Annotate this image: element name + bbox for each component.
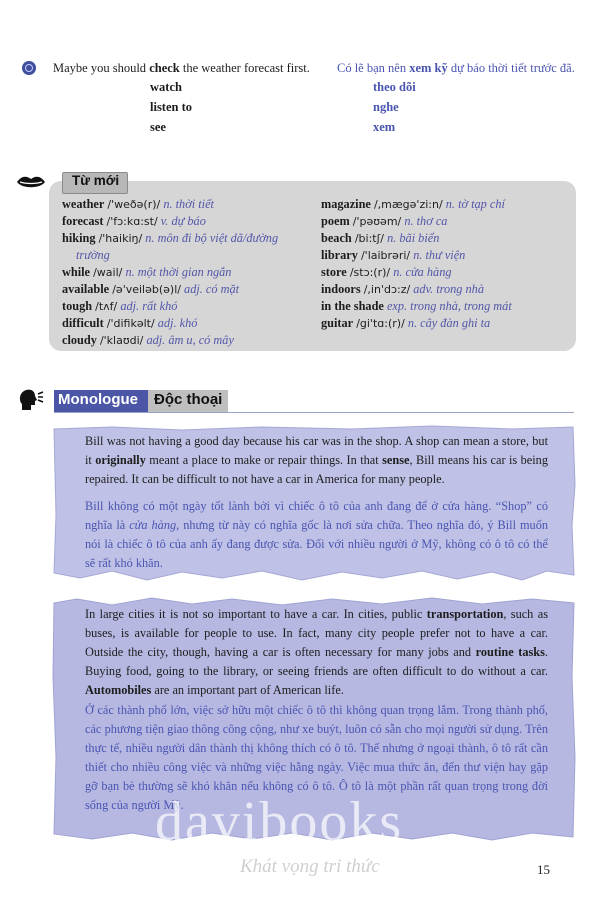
vocab-part-of-speech: adj. bbox=[184, 282, 203, 296]
vocab-part-of-speech: n. bbox=[404, 214, 414, 228]
vocab-meaning: cây đàn ghi ta bbox=[420, 316, 491, 330]
vocab-meaning: môn đi bộ việt dã/đường bbox=[157, 231, 279, 245]
monologue-title-vietnamese: Độc thoại bbox=[154, 391, 223, 408]
lips-icon bbox=[16, 174, 46, 190]
bullet-icon bbox=[22, 61, 36, 75]
english-substitute: watch bbox=[150, 80, 182, 94]
vocab-pronunciation: /ə'veiləb(ə)l/ bbox=[112, 283, 181, 296]
vocab-entry bbox=[62, 299, 177, 314]
vocab-pronunciation: /stɔ:(r)/ bbox=[349, 266, 391, 279]
key-term: transportation bbox=[426, 607, 504, 621]
vocab-entry bbox=[62, 214, 206, 229]
vocab-word: difficult bbox=[62, 316, 104, 330]
vocab-word: magazine bbox=[321, 197, 371, 211]
vocab-pronunciation: /'klaʊdi/ bbox=[99, 334, 144, 347]
vocab-word: forecast bbox=[62, 214, 104, 228]
vocab-entry bbox=[62, 282, 239, 297]
vocab-part-of-speech: v. bbox=[160, 214, 169, 228]
dialogue-english: Maybe you should check the weather forecast first. bbox=[53, 61, 310, 75]
vocab-entry bbox=[62, 316, 197, 331]
vocab-entry bbox=[321, 316, 490, 331]
vocab-meaning: thư viện bbox=[425, 248, 466, 262]
vocab-meaning: bãi biển bbox=[399, 231, 440, 245]
monologue-panel-1 bbox=[52, 425, 576, 583]
key-term: routine tasks bbox=[475, 645, 545, 659]
vocab-part-of-speech: n. bbox=[163, 197, 173, 211]
vocab-entry bbox=[62, 265, 231, 280]
vietnamese-substitute: nghe bbox=[373, 100, 399, 114]
vocab-meaning: thời tiết bbox=[175, 197, 214, 211]
vocab-meaning: trường bbox=[76, 248, 110, 262]
vocab-pronunciation: /'fɔ:kɑ:st/ bbox=[106, 215, 158, 228]
vocab-entry bbox=[62, 197, 214, 212]
monologue-title-english: Monologue bbox=[58, 391, 138, 408]
monologue-paragraph-2-vietnamese: Ở các thành phố lớn, việc sở hữu một chiếc ô tô thì không quan trọng lắm. Trong thành phố, các phương tiện giao thông công cộng, như xe buýt, luôn có sẵn cho mọi người sử dụng. Trên thực tế, nhiều người dân thành thị không thích có ô tô. Thế nhưng ở ngoại thành, ô tô rất cần thiết cho nhiều công việc và những việc hằng ngày. Việc mua thức ăn, đến thư viện hay gặp gỡ bạn bè thường sẽ khó khăn nếu không có ô tô. Ô tô là một phần rất quan trọng trong đời sống của người Mỹ. bbox=[85, 703, 548, 812]
vocab-word: while bbox=[62, 265, 91, 279]
vocab-pronunciation: /'pəʊəm/ bbox=[352, 215, 402, 228]
vocab-word: available bbox=[62, 282, 110, 296]
key-term: sense bbox=[382, 453, 410, 467]
vocab-word: in the shade bbox=[321, 299, 384, 313]
vocab-meaning: tờ tạp chí bbox=[458, 197, 505, 211]
english-substitute: listen to bbox=[150, 100, 193, 114]
emphasized-term: cửa hàng bbox=[129, 518, 177, 532]
vocab-meaning: khó bbox=[179, 316, 198, 330]
vocab-word: tough bbox=[62, 299, 93, 313]
monologue-paragraph-1-english: Bill was not having a good day because his car was in the shop. A shop can mean a store, but it originally meant a place to make or repair things. In that sense, Bill means his car is being repaired. It can be difficult to not have a car in America for many people. bbox=[85, 434, 548, 486]
vocab-part-of-speech: n. bbox=[413, 248, 423, 262]
vocab-part-of-speech: n. bbox=[445, 197, 455, 211]
vocab-entry bbox=[321, 265, 452, 280]
vocab-word: indoors bbox=[321, 282, 361, 296]
vocab-part-of-speech: adj. bbox=[120, 299, 140, 313]
monologue-paragraph-2-english: In large cities it is not so important to have a car. In cities, public transportation, such as buses, is available for people to use. In fact, many city people prefer not to have a car. Outside the city, though, having a car is often necessary for many jobs and routine tasks. Buying food, going to the library, or seeing friends are often difficult to do without a car. Automobiles are an important part of American life. bbox=[85, 607, 548, 697]
vocab-part-of-speech: n. bbox=[145, 231, 155, 245]
vocab-pronunciation: /'difikəlt/ bbox=[106, 317, 155, 330]
vocab-entry bbox=[62, 231, 278, 246]
page-number: 15 bbox=[537, 862, 550, 877]
vocab-pronunciation: /'weðə(r)/ bbox=[107, 198, 161, 211]
vocab-part-of-speech: exp. bbox=[386, 299, 408, 313]
vocab-meaning: một thời gian ngắn bbox=[137, 265, 232, 279]
vocab-pronunciation: /gi'tɑ:(r)/ bbox=[356, 317, 405, 330]
vocab-entry bbox=[321, 197, 505, 212]
vocab-entry bbox=[321, 214, 447, 229]
vocab-pronunciation: /tʌf/ bbox=[95, 300, 118, 313]
monologue-divider bbox=[54, 412, 574, 413]
vocab-pronunciation: /wail/ bbox=[93, 266, 123, 279]
vocab-pronunciation: /,mægə'zi:n/ bbox=[373, 198, 443, 211]
vocab-word: beach bbox=[321, 231, 352, 245]
vocab-meaning: trong nhà bbox=[436, 282, 484, 296]
vocab-entry bbox=[321, 282, 484, 297]
vocab-word: hiking bbox=[62, 231, 96, 245]
english-substitute: see bbox=[150, 120, 166, 134]
vocab-word: guitar bbox=[321, 316, 354, 330]
key-term: originally bbox=[95, 453, 146, 467]
dialogue-vietnamese: Có lẽ bạn nên xem kỹ dự báo thời tiết trước đã. bbox=[337, 61, 575, 75]
vocab-word: weather bbox=[62, 197, 105, 211]
vocab-meaning: trong nhà, trong mát bbox=[410, 299, 512, 313]
key-term: Automobiles bbox=[85, 683, 152, 697]
vocab-pronunciation: /,in'dɔ:z/ bbox=[363, 283, 411, 296]
vocab-part-of-speech: n. bbox=[393, 265, 403, 279]
vocab-word: store bbox=[321, 265, 347, 279]
vocab-meaning: rất khó bbox=[142, 299, 178, 313]
vocab-part-of-speech: adj. bbox=[146, 333, 166, 347]
vocab-word: cloudy bbox=[62, 333, 97, 347]
vocab-pronunciation: /'haikiŋ/ bbox=[98, 232, 143, 245]
vocab-meaning: âm u, có mây bbox=[168, 333, 234, 347]
vocab-meaning: cửa hàng bbox=[405, 265, 452, 279]
monologue-paragraph-1-vietnamese: Bill không có một ngày tốt lành bởi vì chiếc ô tô của anh đang để ở cửa hàng. “Shop” có nghĩa là cửa hàng, nhưng từ này có nghĩa gốc là nơi sửa chữa. Theo nghĩa đó, ý Bill muốn nói là chiếc ô tô của anh ấy đang được sửa. Đối với nhiều người ở Mỹ, không có ô tô có thể sẽ rất khó khăn. bbox=[85, 499, 549, 570]
vocabulary-title: Từ mới bbox=[72, 173, 120, 188]
vietnamese-substitute: theo dõi bbox=[373, 80, 416, 94]
vocab-entry bbox=[321, 299, 512, 314]
vocab-meaning-continued bbox=[76, 248, 110, 263]
vocab-entry bbox=[321, 231, 439, 246]
vocab-part-of-speech: adj. bbox=[157, 316, 177, 330]
vocab-meaning: thơ ca bbox=[416, 214, 448, 228]
vocab-meaning: có mặt bbox=[205, 282, 240, 296]
vietnamese-substitute: xem bbox=[373, 120, 396, 134]
vocab-part-of-speech: n. bbox=[125, 265, 135, 279]
vocab-word: library bbox=[321, 248, 358, 262]
vocab-part-of-speech: n. bbox=[387, 231, 397, 245]
watermark-brand: davibooks bbox=[155, 791, 404, 853]
speaking-head-icon bbox=[18, 388, 44, 412]
watermark-tagline: Khát vọng tri thức bbox=[240, 856, 380, 877]
vocab-entry bbox=[62, 333, 234, 348]
vocab-pronunciation: /bi:tʃ/ bbox=[354, 232, 384, 245]
vocab-part-of-speech: adv. bbox=[413, 282, 434, 296]
vocab-part-of-speech: n. bbox=[407, 316, 418, 330]
vocab-entry bbox=[321, 248, 465, 263]
vocab-pronunciation: /'laibrəri/ bbox=[360, 249, 411, 262]
vocab-meaning: dự báo bbox=[171, 214, 206, 228]
vocab-word: poem bbox=[321, 214, 350, 228]
